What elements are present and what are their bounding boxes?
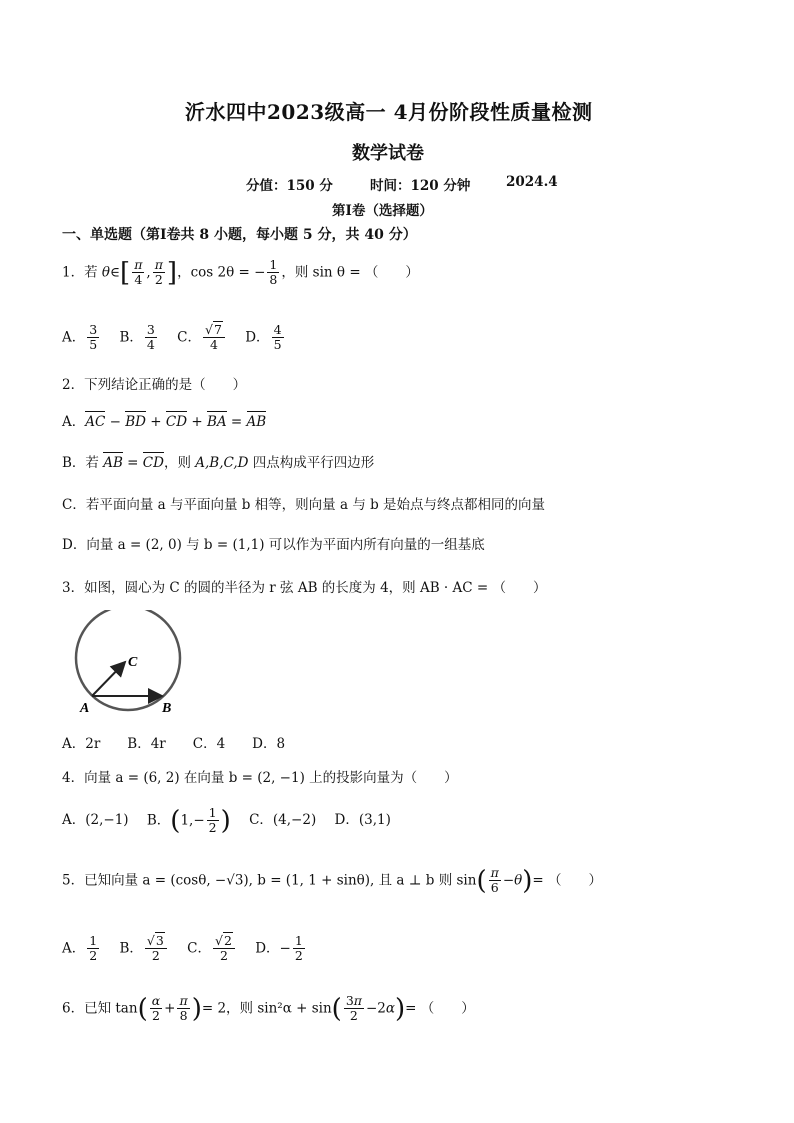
q2-option-b: B．若 AB = CD，则 A,B,C,D 四点构成平行四边形 xyxy=(62,455,375,471)
exam-title: 沂水四中2023级高一 4月份阶段性质量检测 xyxy=(185,100,593,124)
circle-figure xyxy=(70,610,190,718)
question-3: 3．如图，圆心为 C 的圆的半径为 r 弦 AB 的长度为 4，则 AB · AC = （ ） xyxy=(62,580,547,596)
exam-subtitle: 数学试卷 xyxy=(352,143,424,164)
q1-condition: ，cos 2θ = − xyxy=(177,264,266,281)
exam-time: 时间：120 分钟 xyxy=(370,178,471,194)
q3-options: A．2r B．4r C．4 D．8 xyxy=(62,736,286,752)
q1-number: 1．若 xyxy=(62,264,98,281)
vector-ac xyxy=(92,662,125,696)
q5-options xyxy=(62,934,321,964)
q2-option-a: A．AC − BD + CD + BA = AB xyxy=(62,414,267,430)
q1-option-c: C． $\frac{√7}{4}$ xyxy=(177,323,227,353)
q2-option-c: C．若平面向量 a 与平面向量 b 相等，则向量 a 与 b 是始点与终点都相同的向量 xyxy=(62,497,546,513)
exam-date: 2024.4 xyxy=(506,174,558,190)
q4-option-b: B．(1,− $\frac{1}{2}$ ) xyxy=(146,805,231,836)
exam-part: 第Ⅰ卷（选择题） xyxy=(332,203,433,219)
q1-option-b: B． $\frac{3}{4}$ xyxy=(119,322,155,353)
question-1: 1．若 θ∈[ $\frac{\pi}{4}$ , $\frac{\pi}{2}$ ]，cos 2θ = − $\frac{1}{8}$ ，则 sin θ = （ ） xyxy=(62,257,419,288)
label-c: C xyxy=(128,655,138,670)
q1-option-d: D． $\frac{4}{5}$ xyxy=(245,322,282,353)
exam-score: 分值：150 分 xyxy=(246,178,333,194)
q4-option-d: D．(3,1) xyxy=(334,812,391,829)
q5-option-d: D．− $\frac{1}{2}$ xyxy=(255,933,303,964)
q5-option-a: A． $\frac{1}{2}$ xyxy=(62,933,98,964)
label-b: B xyxy=(162,701,172,716)
question-2: 2．下列结论正确的是（ ） xyxy=(62,377,247,393)
q4-options xyxy=(62,806,405,836)
q1-tail: ，则 sin θ = （ ） xyxy=(281,264,419,281)
q5-option-b: B． $\frac{√3}{2}$ xyxy=(120,934,169,964)
question-4: 4．向量 a = (6, 2) 在向量 b = (2, −1) 上的投影向量为（ ） xyxy=(62,770,458,786)
q5-option-c: C． $\frac{√2}{2}$ xyxy=(187,934,237,964)
q1-option-a: A． $\frac{3}{5}$ xyxy=(62,322,98,353)
q1-options xyxy=(62,323,300,353)
q4-option-a: A．(2,−1) xyxy=(62,812,129,829)
section-heading: 一、单选题（第Ⅰ卷共 8 小题，每小题 5 分，共 40 分） xyxy=(62,227,417,243)
q2-option-d: D．向量 a = (2, 0) 与 b = (1,1) 可以作为平面内所有向量的一组基底 xyxy=(62,537,485,553)
question-5: 5．已知向量 a = (cosθ, −√3), b = (1, 1 + sinθ), 且 a ⊥ b 则 sin( $\frac{\pi}{6}$ −θ)= （ ） xyxy=(62,865,603,896)
label-a: A xyxy=(80,701,90,716)
q4-option-c: C．(4,−2) xyxy=(249,812,317,829)
question-6: 6．已知 tan( $\frac{\alpha}{2}$ + $\frac{\pi}{8}$ )= 2，则 sin²α + sin( $\frac{3\pi}{2}$ −2α)= （ ） xyxy=(62,993,475,1024)
